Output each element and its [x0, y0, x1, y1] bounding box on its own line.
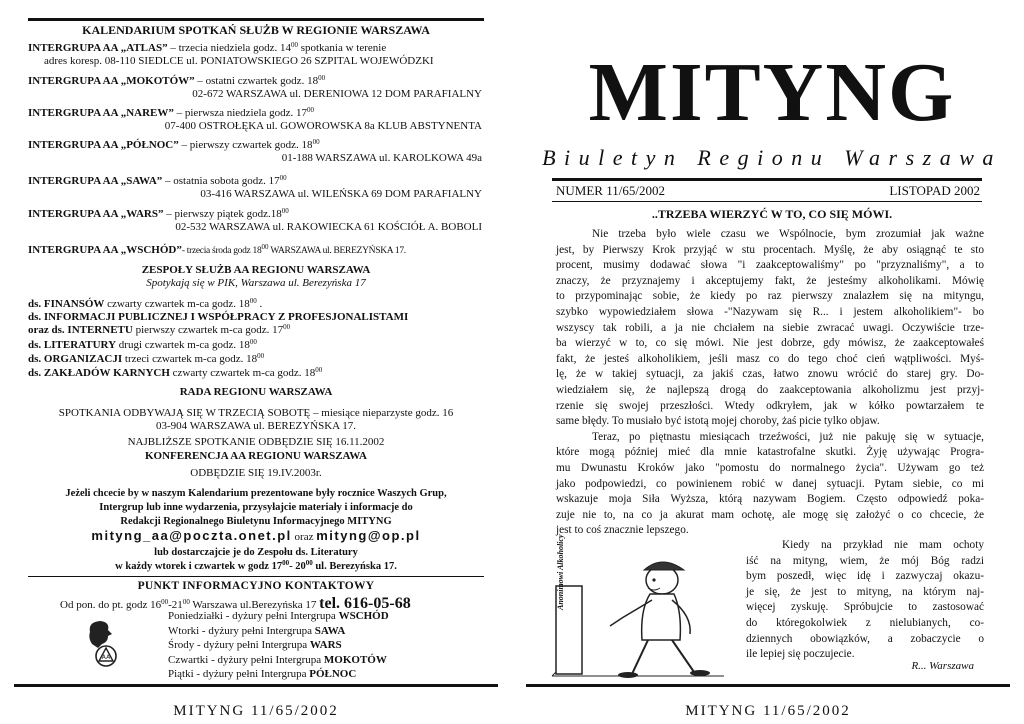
intergroup-address: 07-400 OSTROŁĘKA ul. GOWOROWSKA 8a KLUB ABSTYNENTA [164, 119, 482, 132]
footer-rule [14, 684, 498, 687]
contact-hours-b: -21 [168, 599, 183, 611]
calendar-title: KALENDARIUM SPOTKAŃ SŁUŻB W REGIONIE WARSZAWA [82, 23, 430, 37]
intergroup-entry [28, 107, 484, 132]
article-line: jest, by Pierwszy Krok przyjąć w stu procentach. Myślę, że aby osiągnąć te sto [556, 243, 984, 256]
left-footer: MITYNG 11/65/2002 [173, 703, 339, 719]
article-line: rzenie się swojej przeszłości. Wtedy odkryłem, jak w kółko powtarzałem te [556, 399, 984, 412]
article-line: bym poszedł, więc idę i zazwyczaj okazu- [746, 570, 984, 583]
commission-entry [28, 339, 484, 352]
commission-details: czwarty czwartek m-ca godz. 18 [104, 298, 250, 310]
time-sup: 00 [307, 106, 315, 114]
intergroup-address: 02-532 WARSZAWA ul. RAKOWIECKA 61 KOŚCIÓŁ A. BOBOLI [175, 220, 482, 233]
intergroup-entry [28, 175, 484, 200]
right-page [512, 0, 1024, 724]
time-sup: 00 [281, 207, 289, 215]
aa-logo-icon [84, 618, 124, 670]
intergroup-details: – ostatni czwartek godz. 18 [194, 75, 319, 87]
masthead-rule [552, 178, 982, 181]
intergroup-wschod [28, 244, 484, 258]
duty-day: Piątki - dyżury pełni Intergrupa [168, 668, 310, 680]
duty-day: Środy - dyżury pełni Intergrupa [168, 639, 310, 651]
intergroup-details: – ostatnia sobota godz. 17 [162, 175, 280, 187]
intergroup-name: INTERGRUPA AA „MOKOTÓW” [28, 75, 195, 87]
walking-man-illustration [544, 540, 764, 682]
sign-text: Anonimowi Alkoholicy [556, 534, 565, 610]
intergroup-details: – pierwsza niedziela godz. 17 [173, 107, 308, 119]
issue-month: LISTOPAD 2002 [889, 183, 980, 198]
email-oraz: oraz [291, 531, 317, 543]
duty-row [168, 610, 389, 623]
article-line: dziennych obowiązków, a zobaczycie o [746, 632, 984, 645]
intergroup-address: 01-188 WARSZAWA ul. KAROLKOWA 49a [281, 151, 482, 164]
time-sup: 00 [318, 74, 326, 82]
article-line: zuje nie to, na co ja akurat mam ochotę, ale mogę się założyć o co chcecie, że [556, 508, 984, 521]
intergroup-entry [28, 75, 484, 100]
contact-phone[interactable]: tel. 616-05-68 [319, 595, 411, 612]
commission-entry [28, 324, 484, 337]
services-subtitle: Spotykają się w PIK, Warszawa ul. Berezyńska 17 [146, 277, 366, 289]
article-line: fakt, że jesteś alkoholikiem, jeśli masz co do tego choć cień wątpliwości. Myś- [556, 352, 984, 365]
commission-details: drugi czwartek m-ca godz. 18 [116, 339, 250, 351]
intergroup-address: 03-416 WARSZAWA ul. WILEŃSKA 69 DOM PARAFIALNY [200, 187, 482, 200]
services-title: ZESPOŁY SŁUŻB AA REGIONU WARSZAWA [141, 264, 371, 276]
commission-entry [28, 311, 484, 324]
article-line: ba wierzyć w to, co się mówi. Nie jest dobrze, gdy mówisz, że zaakceptowałeś [556, 337, 984, 350]
intergroup-name: INTERGRUPA AA „WARS” [28, 208, 164, 220]
article-line: lę, że w takiej sytuacji, za jakiś czas, łatwo znowu wrócić do starej gry. Do- [556, 368, 984, 381]
commission-name: ds. ZAKŁADÓW KARNYCH [28, 367, 170, 379]
duty-row [168, 625, 345, 638]
time-sup: 00 [249, 338, 257, 346]
article-title: ..TRZEBA WIERZYĆ W TO, CO SIĘ MÓWI. [651, 207, 893, 221]
masthead-subtitle: Biuletyn Regionu Warszawa [542, 145, 1002, 170]
commission-entry [28, 298, 484, 311]
email-line [28, 528, 484, 545]
notice-5-text-b: - 20 [289, 561, 306, 572]
article-line: ile lepiej się poczujecie. [746, 648, 855, 661]
intergroup-address: WARSZAWA ul. BEREZYŃSKA 17. [268, 246, 406, 256]
time-sup: 00 [312, 138, 320, 146]
notice-line-1: Jeżeli chcecie by w naszym Kalendarium prezentowane były rocznice Waszych Grup, [65, 488, 447, 499]
contact-title: PUNKT INFORMACYJNO KONTAKTOWY [137, 580, 375, 592]
article-line: wszyscy tak robili, a ja nie chciałem na siebie zwracać uwagi. Oczywiście trze- [556, 321, 984, 334]
intergroup-name: INTERGRUPA AA „WSCHÓD” [28, 244, 182, 256]
article-line: które mogą później mieć dla mnie katastrofalne skutki. Żyję używając Progra- [556, 446, 984, 459]
duty-group: SAWA [314, 624, 346, 637]
intergroup-name: INTERGRUPA AA „SAWA” [28, 175, 163, 187]
footer-rule [526, 684, 1010, 687]
intergroup-address: 02-672 WARSZAWA ul. DERENIOWA 12 DOM PARAFIALNY [192, 87, 482, 100]
notice-line-3: Redakcji Regionalnego Biuletynu Informacyjnego MITYNG [120, 516, 392, 527]
council-title: RADA REGIONU WARSZAWA [179, 386, 333, 398]
article-line: znaczy, że przyznajemy i akceptujemy fakt, że jesteśmy alkoholikami. Mówię [556, 274, 984, 287]
duty-group: WARS [309, 639, 342, 651]
article-line: Teraz, po piętnastu miesiącach trzeźwości, już nie pakuję się w sytuacje, [592, 430, 984, 443]
intergroup-name: INTERGRUPA AA „NAREW” [28, 107, 174, 119]
conference-title: KONFERENCJA AA REGIONU WARSZAWA [145, 450, 367, 462]
article-line: wiedziałem się, że najlepszą drogą do zaakceptowania alkoholizmu jest przyj- [556, 384, 984, 396]
commission-details: pierwszy czwartek m-ca godz. 17 [132, 324, 284, 336]
email-link-op[interactable]: mityng@op.pl [316, 528, 421, 543]
duty-day: Czwartki - dyżury pełni Intergrupa [168, 653, 324, 666]
intergroup-details: - trzecia środa godz 18 [181, 246, 262, 256]
contact-rule [28, 576, 484, 577]
svg-text:AA: AA [101, 654, 111, 661]
intergroup-entry [28, 208, 484, 233]
intergroup-address: adres koresp. 08-110 SIEDLCE ul. PONIATOWSKIEGO 26 SZPITAL WOJEWÓDZKI [44, 54, 434, 67]
article-line: je się, że jest to mityng, na którym naj- [746, 585, 984, 598]
masthead: MITYNG [588, 46, 956, 139]
intergroup-entry [28, 139, 484, 164]
time-sup: 00 [282, 559, 290, 567]
article-line: wskazuje moja Siła Wyższa, którą nazywam Bogiem. Często odpowiedź poka- [556, 493, 984, 506]
article-line: szybko wypowiedziałem słowa -"Nazywam się R... i jestem alkoholikiem"- bo [556, 306, 984, 318]
time-sup: 00 [305, 559, 313, 567]
duty-row [168, 639, 342, 652]
council-line-1: SPOTKANIA ODBYWAJĄ SIĘ W TRZECIĄ SOBOTĘ – miesiące nieparzyste godz. 16 [58, 407, 454, 419]
article-line: do któregokolwiek z nielubianych, co- [746, 617, 984, 629]
intergroup-name: INTERGRUPA AA „PÓŁNOC” [28, 139, 179, 151]
issue-number: NUMER 11/65/2002 [556, 183, 665, 198]
intergroup-name: INTERGRUPA AA „ATLAS” [28, 42, 168, 54]
duty-row [168, 654, 387, 667]
notice-line-4: lub dostarczajcie je do Zespołu ds. Literatury [154, 547, 358, 558]
article-line: Nie trzeba było wiele czasu we Wspólnocie, bym zrozumiał jak ważne [592, 228, 984, 240]
article-line: iść na mityng, wiem, że mój Bóg radzi [746, 554, 984, 567]
article-line: mu Dwunastu Kroków jako "pomostu do normalnego życia". Używam go też [556, 462, 984, 474]
duty-group: WSCHÓD [338, 610, 389, 622]
article-line: to przypominając sobie, że kiedy po raz pierwszy znalazłem się na mityngu, [556, 290, 984, 303]
commission-name: ds. ORGANIZACJI [28, 353, 123, 365]
time-sup: 00 [161, 598, 169, 606]
contact-hours-a: Od pon. do pt. godz 16 [60, 599, 162, 611]
time-sup: 00 [249, 297, 257, 305]
notice-5-text-c: ul. Berezyńska 17. [312, 561, 397, 572]
commission-entry [28, 367, 484, 380]
intergroup-details: – pierwszy piątek godz.18 [163, 208, 282, 220]
commission-name: ds. INFORMACJI PUBLICZNEJ I WSPÓŁPRACY Z PROFESJONALISTAMI [28, 311, 409, 323]
time-sup: 00 [261, 243, 269, 251]
commission-details: trzeci czwartek m-ca godz. 18 [122, 353, 258, 365]
issue-rule [552, 201, 982, 202]
commission-details: czwarty czwartek m-ca godz. 18 [169, 367, 316, 379]
intergroup-details: – trzecia niedziela godz. 14 [167, 42, 291, 54]
time-sup: 00 [290, 41, 298, 49]
duty-day: Wtorki - dyżury pełni Intergrupa [168, 624, 315, 637]
article-line: jest to coś znacznie lepszego. [556, 524, 689, 537]
conference-line: ODBĘDZIE SIĘ 19.IV.2003r. [190, 467, 322, 479]
article-line: Kiedy na przykład nie mam ochoty [782, 539, 984, 551]
article-line: procent, musimy dodawać słowa "i zaakceptowaliśmy" po "przyznaliśmy", a to [556, 259, 984, 272]
notice-5-text-a: w każdy wtorek i czwartek w godz 17 [115, 561, 283, 572]
time-sup: 00 [257, 352, 265, 360]
article-line: jako podpowiedzi, co powinienem robić w danej sytuacji. Pytam siebie, co mi [556, 477, 984, 490]
time-sup: 00 [315, 366, 323, 374]
article-signature: R... Warszawa [911, 660, 974, 672]
commission-extra: . [256, 298, 263, 310]
notice-line-2: Intergrup lub inne wydarzenia, przysyłajcie materiały i informacje do [99, 502, 413, 513]
intergroup-extra: spotkania w terenie [297, 42, 387, 54]
duty-group: MOKOTÓW [323, 653, 387, 666]
duty-group: PÓŁNOC [309, 668, 357, 680]
commission-entry [28, 353, 484, 366]
commission-name: ds. LITERATURY [28, 339, 117, 351]
council-line-3: NAJBLIŻSZE SPOTKANIE ODBĘDZIE SIĘ 16.11.2002 [127, 436, 385, 448]
duty-row [168, 668, 356, 681]
time-sup: 00 [279, 174, 287, 182]
right-footer: MITYNG 11/65/2002 [685, 703, 851, 719]
intergroup-entry [28, 42, 484, 67]
time-sup: 00 [283, 323, 291, 331]
article-line: więcej zyskuję. Spróbujcie to zastosować [746, 601, 984, 614]
notice-line-5 [28, 560, 484, 573]
council-line-2: 03-904 WARSZAWA ul. BEREZYŃSKA 17. [156, 420, 356, 432]
time-sup: 00 [182, 598, 190, 606]
duty-day: Poniedziałki - dyżury pełni Intergrupa [168, 610, 339, 622]
email-link-onet[interactable]: mityng_aa@poczta.onet.pl [91, 528, 292, 543]
commission-name: ds. FINANSÓW [28, 298, 105, 310]
top-rule [28, 18, 484, 21]
contact-hours-c: Warszawa ul.Berezyńska 17 [189, 599, 320, 611]
article-line: same błędy. To musiało być istotą mojej choroby, żaś picie tylko objaw. [556, 415, 880, 428]
intergroup-details: – pierwszy czwartek godz. 18 [178, 139, 313, 151]
commission-name: oraz ds. INTERNETU [28, 324, 133, 336]
